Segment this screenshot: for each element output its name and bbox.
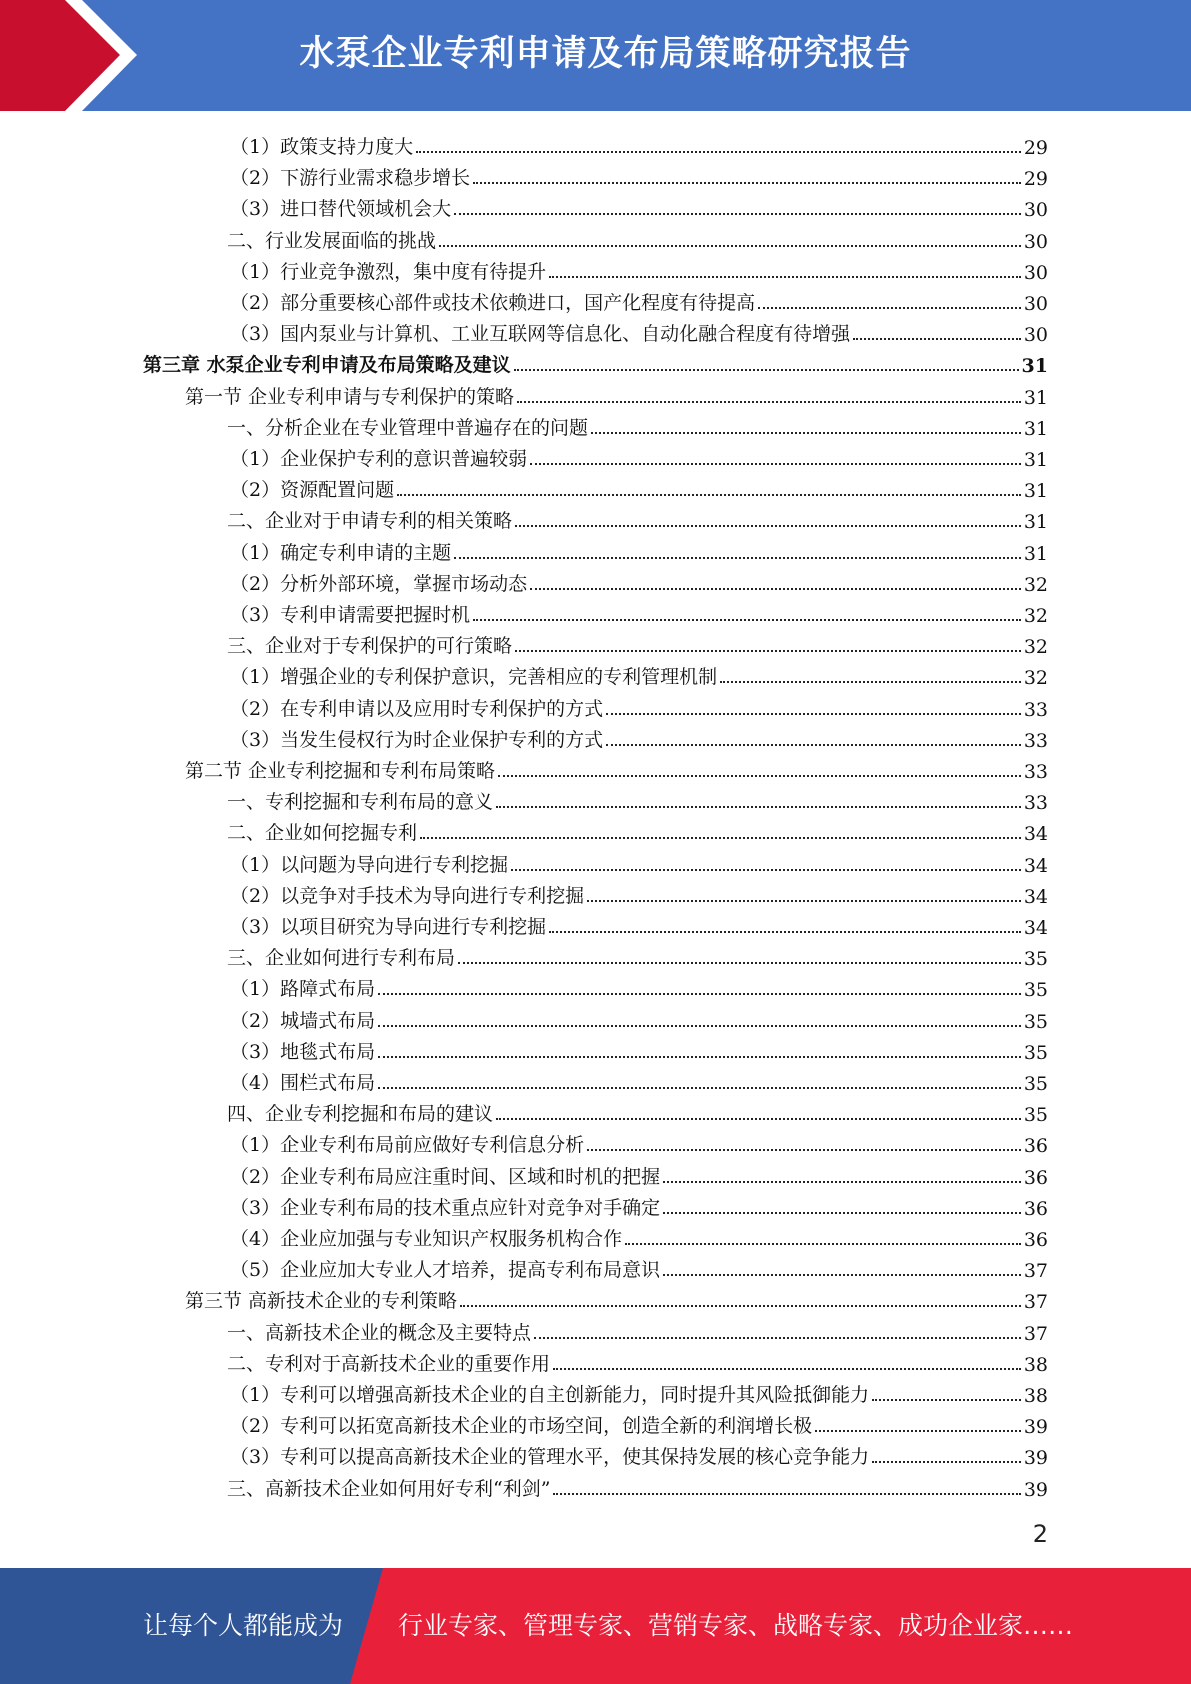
toc-entry[interactable] <box>230 846 1048 877</box>
toc-entry-page: 35 <box>1023 948 1048 971</box>
toc-entry[interactable] <box>230 908 1048 939</box>
toc-dot-leader <box>758 307 1021 309</box>
toc-entry-page: 31 <box>1021 355 1048 378</box>
toc-entry[interactable] <box>230 596 1048 627</box>
toc-entry-label: （1）以问题为导向进行专利挖掘 <box>230 853 509 876</box>
toc-dot-leader <box>549 276 1021 278</box>
toc-entry[interactable] <box>227 1095 1048 1126</box>
toc-dot-leader <box>606 744 1021 746</box>
toc-entry[interactable] <box>227 1470 1048 1501</box>
toc-dot-leader <box>530 588 1021 590</box>
toc-dot-leader <box>420 837 1021 839</box>
toc-entry-page: 30 <box>1023 261 1048 284</box>
toc-entry-label: 第三章 水泵企业专利申请及布局策略及建议 <box>143 354 511 377</box>
toc-entry[interactable] <box>230 190 1048 221</box>
toc-entry[interactable] <box>230 1002 1048 1033</box>
toc-entry-label: 二、专利对于高新技术企业的重要作用 <box>227 1352 551 1375</box>
toc-entry[interactable] <box>227 1345 1048 1376</box>
toc-entry-page: 37 <box>1023 1322 1048 1345</box>
toc-entry-label: 第三节 高新技术企业的专利策略 <box>185 1290 458 1313</box>
toc-entry-page: 33 <box>1023 729 1048 752</box>
toc-entry[interactable] <box>230 471 1048 502</box>
toc-dot-leader <box>496 1118 1021 1120</box>
toc-entry[interactable] <box>227 1314 1048 1345</box>
toc-entry-label: （2）分析外部环境，掌握市场动态 <box>230 572 528 595</box>
toc-entry[interactable] <box>230 970 1048 1001</box>
footer-slogan-left: 让每个人都能成为 <box>143 1611 344 1640</box>
toc-entry-label: （3）专利申请需要把握时机 <box>230 604 471 626</box>
toc-entry[interactable] <box>227 939 1048 970</box>
toc-entry-label: （1）企业保护专利的意识普遍较弱 <box>230 448 528 470</box>
toc-dot-leader <box>553 1493 1020 1495</box>
toc-entry[interactable] <box>230 565 1048 596</box>
toc-entry-label: 二、行业发展面临的挑战 <box>227 229 437 252</box>
toc-entry-page: 31 <box>1023 386 1048 409</box>
toc-dot-leader <box>663 1274 1021 1276</box>
toc-entry-page: 32 <box>1023 605 1048 627</box>
toc-entry-page: 36 <box>1023 1135 1048 1158</box>
toc-dot-leader <box>473 182 1021 184</box>
toc-entry-page: 35 <box>1023 979 1048 1002</box>
toc-entry-page: 31 <box>1023 449 1048 471</box>
toc-entry-label: 四、企业专利挖掘和布局的建议 <box>227 1103 494 1126</box>
toc-entry-page: 30 <box>1023 230 1048 253</box>
toc-entry-label: （4）企业应加强与专业知识产权服务机构合作 <box>230 1228 623 1250</box>
toc-entry-page: 39 <box>1023 1416 1048 1439</box>
toc-entry-page: 32 <box>1023 573 1048 596</box>
toc-entry[interactable] <box>230 877 1048 908</box>
toc-dot-leader <box>397 494 1021 496</box>
toc-entry-page: 32 <box>1023 636 1048 659</box>
toc-entry-page: 38 <box>1023 1385 1048 1407</box>
toc-entry[interactable] <box>227 502 1048 533</box>
toc-entry-label: 第一节 企业专利申请与专利保护的策略 <box>185 385 515 408</box>
toc-dot-leader <box>473 619 1021 621</box>
toc-entry-page: 35 <box>1023 1104 1048 1127</box>
toc-entry[interactable] <box>230 658 1048 689</box>
toc-entry[interactable] <box>227 409 1048 440</box>
toc-entry-page: 31 <box>1023 542 1048 565</box>
toc-entry-label: （2）部分重要核心部件或技术依赖进口，国产化程度有待提高 <box>230 292 756 314</box>
toc-entry[interactable] <box>230 534 1048 565</box>
toc-entry[interactable] <box>185 378 1048 409</box>
toc-entry[interactable] <box>227 627 1048 658</box>
toc-entry-page: 34 <box>1023 917 1048 939</box>
toc-entry[interactable] <box>230 159 1048 190</box>
page-footer <box>0 1568 1191 1684</box>
toc-entry-label: （1）行业竞争激烈，集中度有待提升 <box>230 260 547 283</box>
toc-entry[interactable] <box>230 1158 1048 1189</box>
toc-dot-leader <box>553 1368 1021 1370</box>
toc-entry-page: 34 <box>1023 854 1048 877</box>
toc-dot-leader <box>815 1430 1021 1432</box>
toc-dot-leader <box>458 962 1021 964</box>
toc-dot-leader <box>534 1337 1021 1339</box>
toc-entry[interactable] <box>227 814 1048 845</box>
toc-entry-label: （2）资源配置问题 <box>230 479 395 502</box>
toc-entry-page: 39 <box>1023 1478 1048 1501</box>
toc-dot-leader <box>606 713 1021 715</box>
toc-entry-label: 一、专利挖掘和专利布局的意义 <box>227 791 494 814</box>
toc-entry-page: 31 <box>1023 480 1048 503</box>
toc-entry-label: （3）企业专利布局的技术重点应针对竞争对手确定 <box>230 1196 661 1219</box>
page-number: 2 <box>1032 1520 1048 1548</box>
toc-dot-leader <box>663 1181 1021 1183</box>
toc-dot-leader <box>498 775 1021 777</box>
toc-entry[interactable] <box>230 1438 1048 1469</box>
toc-entry-page: 33 <box>1023 761 1048 783</box>
toc-entry[interactable] <box>227 222 1048 253</box>
toc-entry-label: （2）以竞争对手技术为导向进行专利挖掘 <box>230 884 585 907</box>
toc-entry-page: 35 <box>1023 1073 1048 1095</box>
toc-dot-leader <box>720 681 1021 683</box>
toc-entry[interactable] <box>230 1064 1048 1095</box>
toc-dot-leader <box>587 900 1021 902</box>
toc-entry-label: 三、高新技术企业如何用好专利“利剑” <box>227 1477 551 1500</box>
toc-entry[interactable] <box>230 1376 1048 1407</box>
toc-entry[interactable] <box>143 346 1048 377</box>
toc-entry-label: （3）以项目研究为导向进行专利挖掘 <box>230 916 547 938</box>
toc-entry-page: 35 <box>1023 1041 1048 1064</box>
toc-entry-page: 37 <box>1023 1260 1048 1283</box>
toc-entry[interactable] <box>230 128 1048 159</box>
toc-dot-leader <box>591 432 1021 434</box>
toc-entry-page: 34 <box>1023 823 1048 846</box>
toc-dot-leader <box>517 401 1021 403</box>
toc-dot-leader <box>378 1087 1021 1089</box>
toc-entry-label: 第二节 企业专利挖掘和专利布局策略 <box>185 760 496 782</box>
toc-entry[interactable] <box>230 1220 1048 1251</box>
toc-entry[interactable] <box>230 1189 1048 1220</box>
toc-dot-leader <box>872 1461 1021 1463</box>
toc-entry-page: 31 <box>1023 511 1048 534</box>
toc-entry-label: （5）企业应加大专业人才培养，提高专利布局意识 <box>230 1259 661 1282</box>
toc-entry[interactable] <box>230 315 1048 346</box>
toc-entry-label: 三、企业如何进行专利布局 <box>227 947 456 970</box>
toc-dot-leader <box>454 557 1021 559</box>
toc-dot-leader <box>872 1399 1021 1401</box>
toc-dot-leader <box>378 1025 1021 1027</box>
toc-dot-leader <box>530 463 1021 465</box>
toc-entry[interactable] <box>185 752 1048 783</box>
toc-entry-label: （2）在专利申请以及应用时专利保护的方式 <box>230 697 604 720</box>
toc-entry-label: （2）专利可以拓宽高新技术企业的市场空间，创造全新的利润增长极 <box>230 1415 813 1438</box>
toc-entry-page: 36 <box>1023 1166 1048 1189</box>
toc-entry-page: 32 <box>1023 667 1048 690</box>
toc-entry[interactable] <box>230 721 1048 752</box>
toc-dot-leader <box>496 806 1021 808</box>
toc-entry-label: （1）增强企业的专利保护意识，完善相应的专利管理机制 <box>230 666 718 689</box>
toc-entry-label: （4）围栏式布局 <box>230 1072 376 1094</box>
toc-entry[interactable] <box>230 253 1048 284</box>
toc-entry-page: 30 <box>1023 324 1048 347</box>
toc-entry[interactable] <box>227 783 1048 814</box>
toc-dot-leader <box>514 369 1019 371</box>
toc-entry-label: 三、企业对于专利保护的可行策略 <box>227 635 513 658</box>
toc-entry[interactable] <box>230 1407 1048 1438</box>
toc-dot-leader <box>853 338 1021 340</box>
toc-entry-page: 29 <box>1023 168 1048 191</box>
toc-dot-leader <box>416 151 1021 153</box>
page-header <box>0 0 1191 111</box>
toc-entry[interactable] <box>230 1126 1048 1157</box>
toc-dot-leader <box>663 1212 1021 1214</box>
toc-entry-label: （1）路障式布局 <box>230 978 376 1001</box>
toc-entry[interactable] <box>230 1033 1048 1064</box>
toc-entry-page: 33 <box>1023 698 1048 721</box>
toc-dot-leader <box>587 1149 1021 1151</box>
toc-dot-leader <box>378 993 1021 995</box>
toc-entry-page: 33 <box>1023 792 1048 815</box>
toc-dot-leader <box>460 1305 1021 1307</box>
toc-entry-label: 二、企业对于申请专利的相关策略 <box>227 510 513 533</box>
toc-dot-leader <box>378 1056 1021 1058</box>
toc-entry-label: （1）政策支持力度大 <box>230 136 414 158</box>
toc-entry-page: 39 <box>1023 1447 1048 1470</box>
toc-entry[interactable] <box>230 690 1048 721</box>
toc-entry-page: 37 <box>1023 1291 1048 1314</box>
toc-entry-page: 31 <box>1023 417 1048 440</box>
toc-entry-page: 35 <box>1023 1010 1048 1033</box>
footer-slogan-right: 行业专家、管理专家、营销专家、战略专家、成功企业家…… <box>398 1611 1074 1640</box>
toc-entry[interactable] <box>185 1282 1048 1313</box>
toc-entry-label: （2）城墙式布局 <box>230 1009 376 1032</box>
toc-dot-leader <box>625 1243 1021 1245</box>
toc-entry[interactable] <box>230 440 1048 471</box>
report-title: 水泵企业专利申请及布局策略研究报告 <box>299 34 912 74</box>
toc-entry-label: 二、企业如何挖掘专利 <box>227 822 418 845</box>
toc-entry[interactable] <box>230 284 1048 315</box>
toc-dot-leader <box>515 650 1021 652</box>
toc-entry-label: 一、高新技术企业的概念及主要特点 <box>227 1321 532 1344</box>
toc-entry-label: （3）进口替代领域机会大 <box>230 198 452 221</box>
toc-entry-label: （1）企业专利布局前应做好专利信息分析 <box>230 1134 585 1157</box>
toc-entry-label: （3）专利可以提高高新技术企业的管理水平，使其保持发展的核心竞争能力 <box>230 1446 870 1469</box>
toc-entry-page: 29 <box>1023 137 1048 159</box>
toc-entry-page: 30 <box>1023 293 1048 315</box>
toc-entry-label: （1）确定专利申请的主题 <box>230 541 452 564</box>
toc-entry-page: 34 <box>1023 885 1048 908</box>
toc-entry-page: 36 <box>1023 1197 1048 1220</box>
toc-entry-label: （3）国内泵业与计算机、工业互联网等信息化、自动化融合程度有待增强 <box>230 323 851 346</box>
toc-entry-label: （1）专利可以增强高新技术企业的自主创新能力，同时提升其风险抵御能力 <box>230 1384 870 1406</box>
toc-entry-label: （3）地毯式布局 <box>230 1040 376 1063</box>
toc-entry-label: （2）企业专利布局应注重时间、区域和时机的把握 <box>230 1165 661 1188</box>
toc-entry-page: 36 <box>1023 1229 1048 1251</box>
toc-entry[interactable] <box>230 1251 1048 1282</box>
toc-entry-page: 38 <box>1023 1353 1048 1376</box>
toc-entry-label: （3）当发生侵权行为时企业保护专利的方式 <box>230 728 604 751</box>
toc-entry-page: 30 <box>1023 199 1048 222</box>
toc-dot-leader <box>454 213 1021 215</box>
toc-dot-leader <box>515 525 1021 527</box>
toc-entry-label: 一、分析企业在专业管理中普遍存在的问题 <box>227 416 589 439</box>
toc-dot-leader <box>549 931 1021 933</box>
toc-dot-leader <box>511 869 1021 871</box>
toc-entry-label: （2）下游行业需求稳步增长 <box>230 167 471 190</box>
toc-dot-leader <box>439 245 1021 247</box>
